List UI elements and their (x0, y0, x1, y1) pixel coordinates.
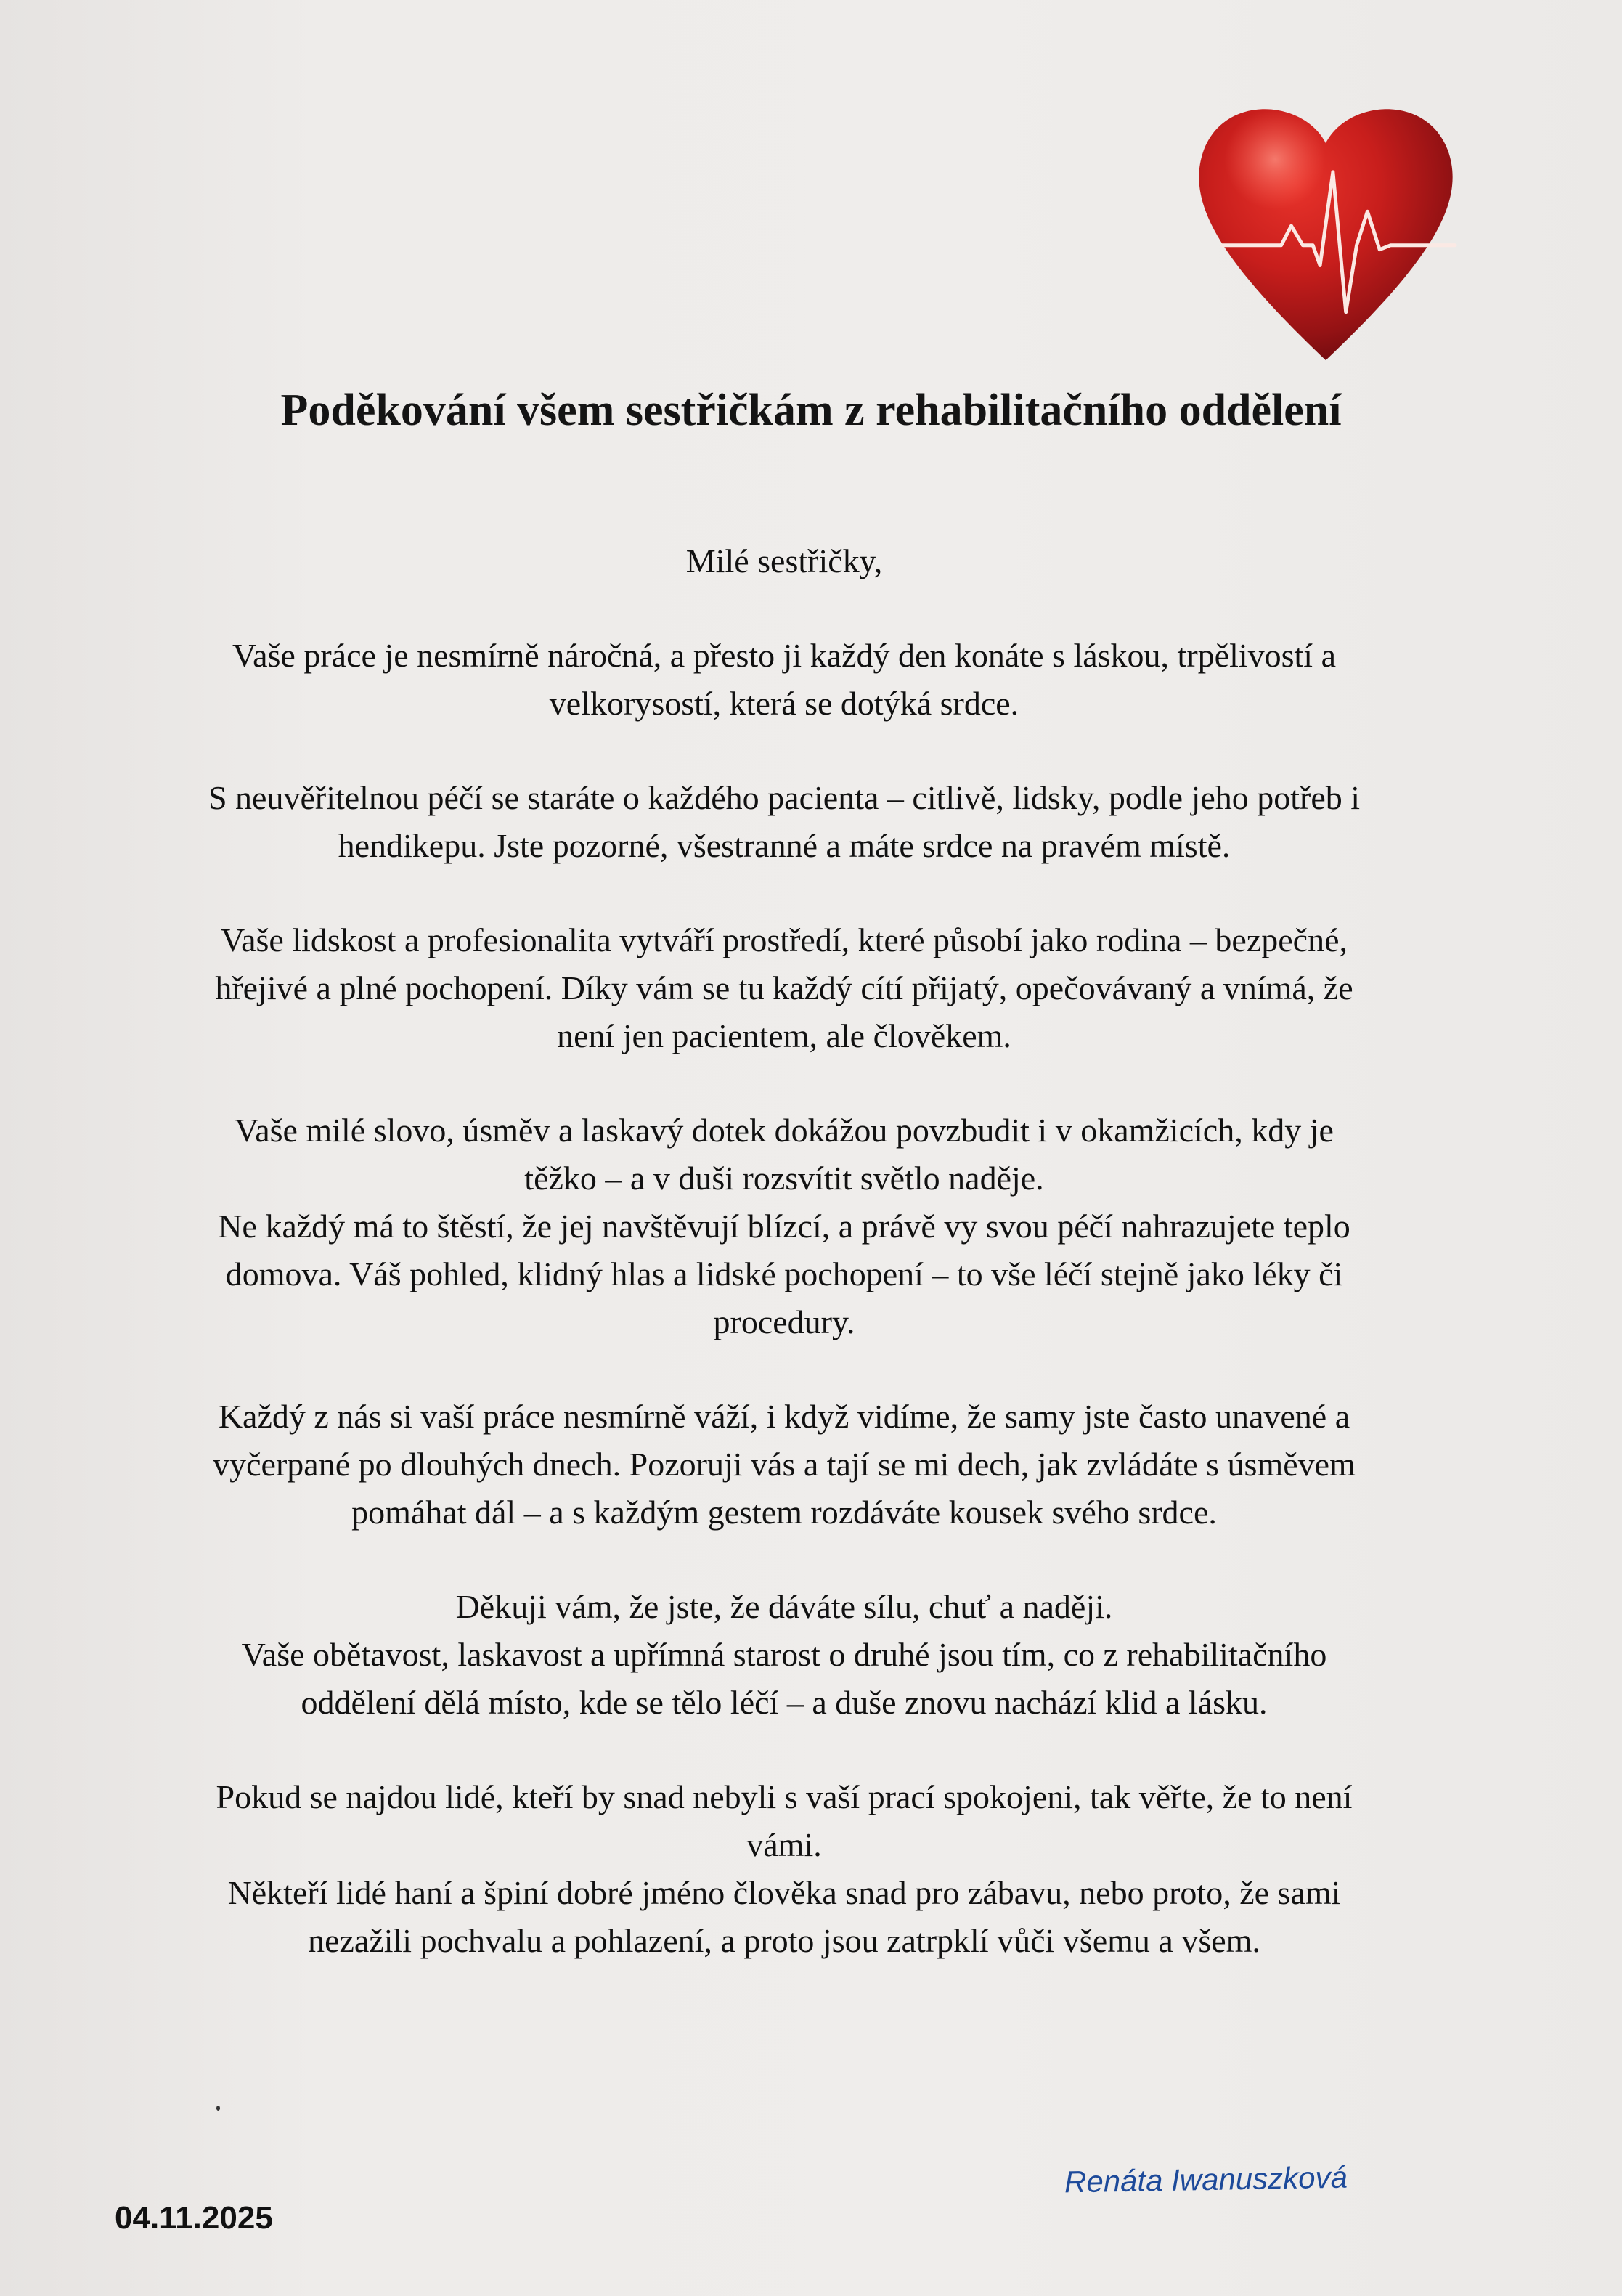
paragraph-line: Vaše obětavost, laskavost a upřímná starost o druhé jsou tím, co z rehabilitačního (241, 1636, 1327, 1673)
paragraph-line: domova. Váš pohled, klidný hlas a lidské pochopení – to vše léčí stejně jako léky či (225, 1255, 1343, 1292)
heart-ekg-icon (1182, 93, 1470, 366)
paragraph-line: vyčerpané po dlouhých dnech. Pozoruji vás a tají se mi dech, jak zvládáte s úsměvem (213, 1446, 1356, 1483)
paragraph-line: Vaše lidskost a profesionalita vytváří prostředí, které působí jako rodina – bezpečné, (220, 921, 1348, 958)
paragraph-line: Každý z nás si vaší práce nesmírně váží, i když vidíme, že samy jste často unavené a (218, 1398, 1350, 1435)
signature: Renáta Iwanuszková (1064, 2159, 1348, 2199)
paragraph (102, 916, 1467, 1060)
paragraph (102, 1773, 1467, 1965)
letter-date: 04.11.2025 (115, 2200, 273, 2236)
paragraph (102, 632, 1467, 728)
paragraph-line: nezažili pochvalu a pohlazení, a proto jsou zatrpklí vůči všemu a všem. (308, 1922, 1260, 1959)
paragraph-line: hřejivé a plné pochopení. Díky vám se tu každý cítí přijatý, opečovávaný a vnímá, že (215, 969, 1353, 1006)
paragraph-line: pomáhat dál – a s každým gestem rozdáváte kousek svého srdce. (351, 1494, 1217, 1531)
letter-body (102, 537, 1467, 2011)
paragraph-line: velkorysostí, která se dotýká srdce. (549, 685, 1019, 722)
paragraph-line: Děkuji vám, že jste, že dáváte sílu, chuť a naději. (455, 1588, 1113, 1625)
paragraph-line: hendikepu. Jste pozorné, všestranné a máte srdce na pravém místě. (338, 827, 1231, 864)
paragraph-line: Ne každý má to štěstí, že jej navštěvují blízcí, a právě vy svou péčí nahrazujete teplo (218, 1208, 1350, 1245)
paragraph-line: procedury. (713, 1303, 855, 1340)
paragraph-line: Vaše milé slovo, úsměv a laskavý dotek dokážou povzbudit i v okamžicích, kdy je (235, 1112, 1334, 1149)
paragraph (102, 1107, 1467, 1346)
paragraph-line: Někteří lidé haní a špiní dobré jméno člověka snad pro zábavu, nebo proto, že sami (227, 1874, 1341, 1911)
paragraph-line: Pokud se najdou lidé, kteří by snad nebyli s vaší prací spokojeni, tak věřte, že to není (216, 1778, 1353, 1815)
paragraph (102, 774, 1467, 870)
paragraph-line: těžko – a v duši rozsvítit světlo naděje. (524, 1160, 1044, 1197)
letter-title: Poděkování všem sestřičkám z rehabilitačního oddělení (280, 386, 1342, 435)
paragraph (102, 1583, 1467, 1727)
paragraph-line: vámi. (746, 1826, 822, 1863)
paragraph (102, 1393, 1467, 1536)
paragraph-line: oddělení dělá místo, kde se tělo léčí – a duše znovu nachází klid a lásku. (301, 1684, 1268, 1721)
paragraph-line: Vaše práce je nesmírně náročná, a přesto ji každý den konáte s láskou, trpělivostí a (232, 637, 1337, 674)
paragraph-line: S neuvěřitelnou péčí se staráte o každého pacienta – citlivě, lidsky, podle jeho potřeb i (208, 779, 1361, 816)
greeting: Milé sestřičky, (685, 542, 883, 579)
paragraph-line: není jen pacientem, ale člověkem. (557, 1017, 1011, 1054)
ink-dot (216, 2106, 220, 2111)
